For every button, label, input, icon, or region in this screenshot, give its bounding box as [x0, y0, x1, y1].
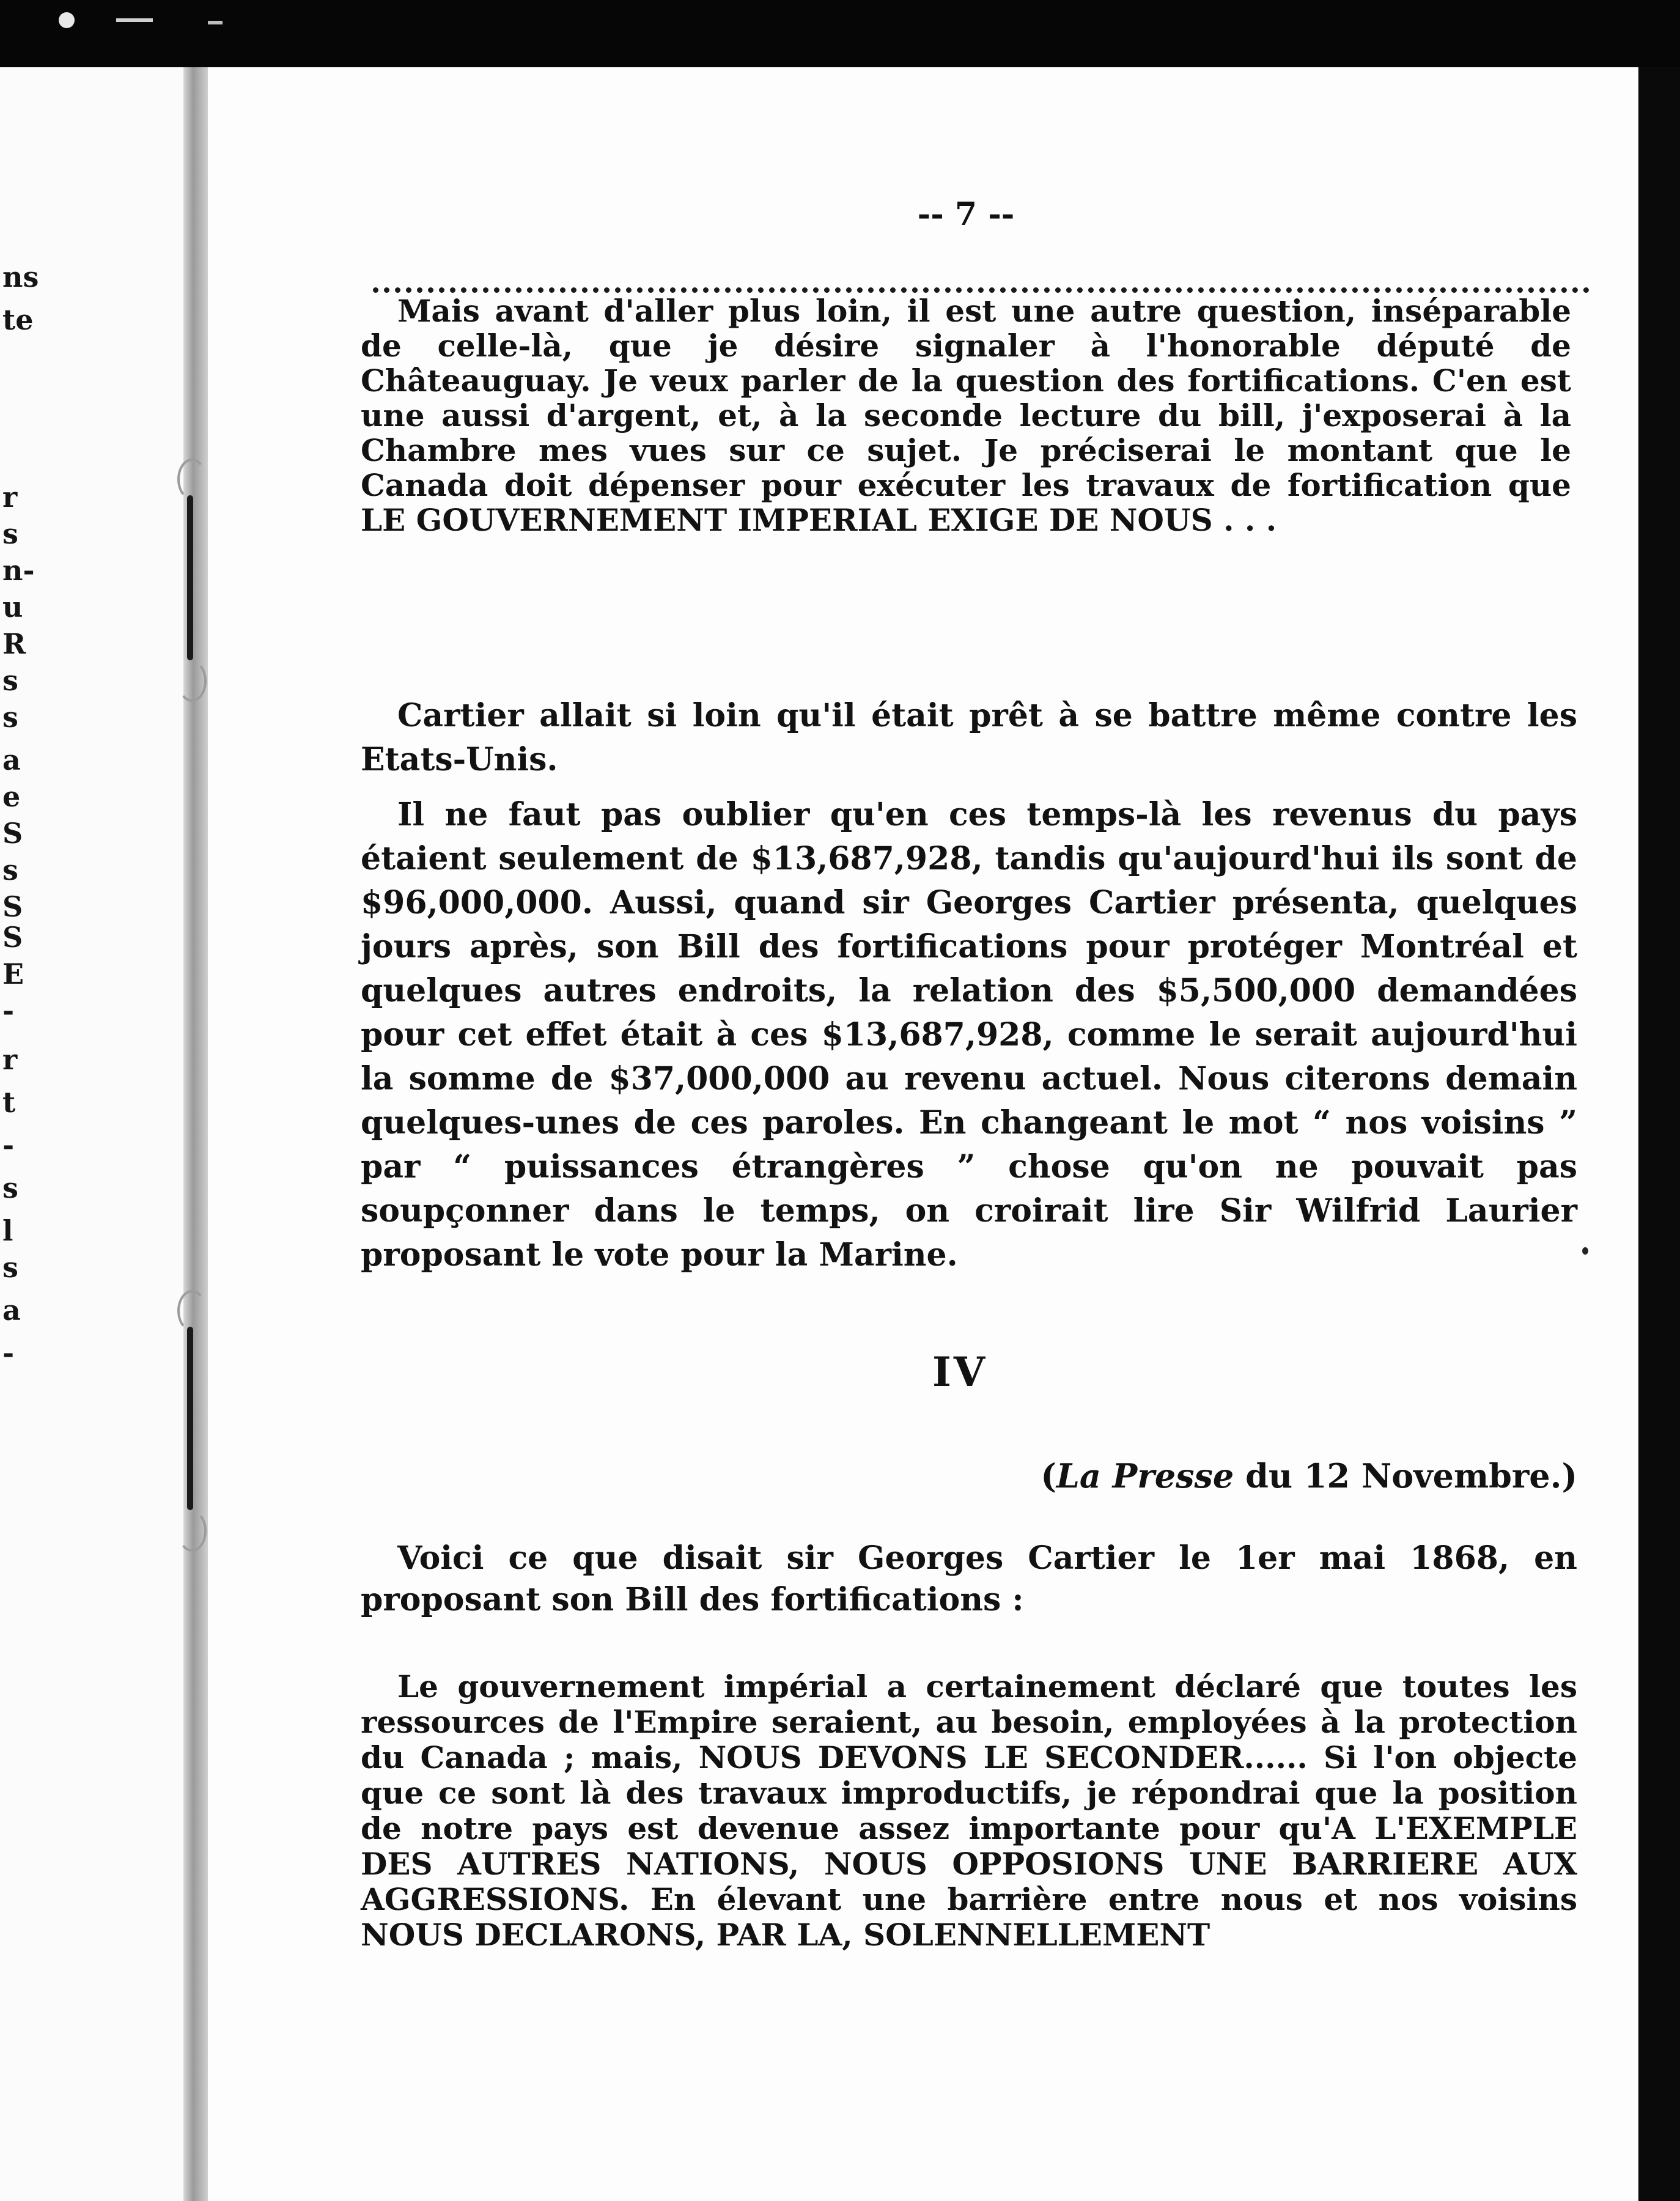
adjacent-page-char: t [2, 1086, 16, 1119]
adjacent-page-char: s [2, 1251, 18, 1284]
film-mark-dash-small [208, 21, 223, 24]
adjacent-page-char: ns [2, 260, 39, 293]
adjacent-page-char: E [2, 957, 24, 990]
block-quote-upper [361, 293, 1571, 537]
adjacent-page-char: S [2, 817, 23, 850]
adjacent-page-char: - [2, 1129, 15, 1162]
adjacent-page-char: e [2, 780, 21, 813]
adjacent-page-char: s [2, 1171, 18, 1204]
adjacent-page-char: s [2, 701, 18, 734]
microfilm-frame-right [1638, 67, 1680, 2201]
adjacent-page-edge [0, 67, 196, 2201]
document-page [208, 67, 1638, 2201]
source-date: du 12 Novembre.) [1234, 1456, 1577, 1495]
paragraph-revenues: Il ne faut pas oublier qu'en ces temps-là les revenus du pays étaient seulement de $13,687,928, tandis qu'aujourd'hui ils sont de $96,000,000. Aussi, quand sir Georges Cartier présenta, quelques jours après, son Bill des fortifications pour protéger Montréal et quelques autres endroits, la relation des $5,500,000 demandées pour cet effet était à ces $13,687,928, comme le serait aujourd'hui la somme de $37,000,000 au revenu actuel. Nous citerons demain quelques-unes de ces paroles. En changeant le mot “ nos voisins ” par “ puissances étrangères ” chose qu'on ne pouvait pas soupçonner dans le temps, on croirait lire Sir Wilfrid Laurier proposant le vote pour la Marine. [361, 796, 1577, 1274]
print-speck [1582, 1247, 1588, 1255]
paragraph-cartier: Cartier allait si loin qu'il était prêt à se battre même contre les Etats-Unis. [361, 697, 1577, 778]
adjacent-page-char: S [2, 890, 23, 923]
adjacent-page-char: r [2, 1043, 18, 1076]
adjacent-page-char: - [2, 1336, 15, 1370]
section-heading: IV [932, 1348, 988, 1396]
adjacent-page-char: te [2, 303, 34, 336]
adjacent-page-char: s [2, 517, 18, 550]
adjacent-page-char: - [2, 994, 15, 1027]
adjacent-page-char: l [2, 1214, 13, 1247]
adjacent-page-char: a [2, 1294, 21, 1327]
adjacent-page-char: R [2, 627, 26, 660]
adjacent-page-char: s [2, 664, 18, 697]
film-mark-dot [59, 12, 75, 28]
quote-upper-text: Mais avant d'aller plus loin, il est une autre question, inséparable de celle-là, que je désire signaler à l'honorable député de Châteauguay. Je veux parler de la question des fortifications. C'en est une aussi d'argent, et, à la seconde lecture du bill, j'exposerai à la Chambre mes vues sur ce sujet. Je préciserai le montant que le Canada doit dépenser pour exécuter les travaux de fortification que LE GOUVERNEMENT IMPERIAL EXIGE DE NOUS [361, 293, 1571, 538]
source-citation [880, 1456, 1577, 1495]
source-newspaper: La Presse [1056, 1456, 1234, 1495]
adjacent-page-char: S [2, 921, 23, 954]
intro-paragraph: Voici ce que disait sir Georges Cartier le 1er mai 1868, en proposant son Bill des fortifications : [361, 1539, 1577, 1618]
adjacent-page-char: n- [2, 554, 35, 587]
film-mark-dash [116, 18, 153, 22]
adjacent-page-char: s [2, 853, 18, 887]
block-quote-lower: Le gouvernement impérial a certainement déclaré que toutes les ressources de l'Empire seraient, au besoin, employées à la protection du Canada ; mais, NOUS DEVONS LE SECONDER...... Si l'on objecte que ce sont là des travaux improductifs, je répondrai que la position de notre pays est devenue assez importante pour qu'A L'EXEMPLE DES AUTRES NATIONS, NOUS OPPOSIONS UNE BARRIERE AUX AGGRESSIONS. En élevant une barrière entre nous et nos voisins NOUS DECLARONS, PAR LA, SOLENNELLEMENT [361, 1668, 1577, 1953]
dotted-separator [373, 287, 1590, 293]
book-spine-shadow [183, 67, 208, 2201]
page-number: -- 7 -- [917, 196, 1015, 233]
quote-upper-ellipsis: . . . [1223, 502, 1277, 538]
adjacent-page-char: a [2, 743, 21, 776]
body-text [361, 694, 1577, 1288]
source-open-paren: ( [1041, 1456, 1056, 1495]
adjacent-page-char: r [2, 481, 18, 514]
microfilm-frame-top [0, 0, 1680, 67]
adjacent-page-char: u [2, 591, 23, 624]
